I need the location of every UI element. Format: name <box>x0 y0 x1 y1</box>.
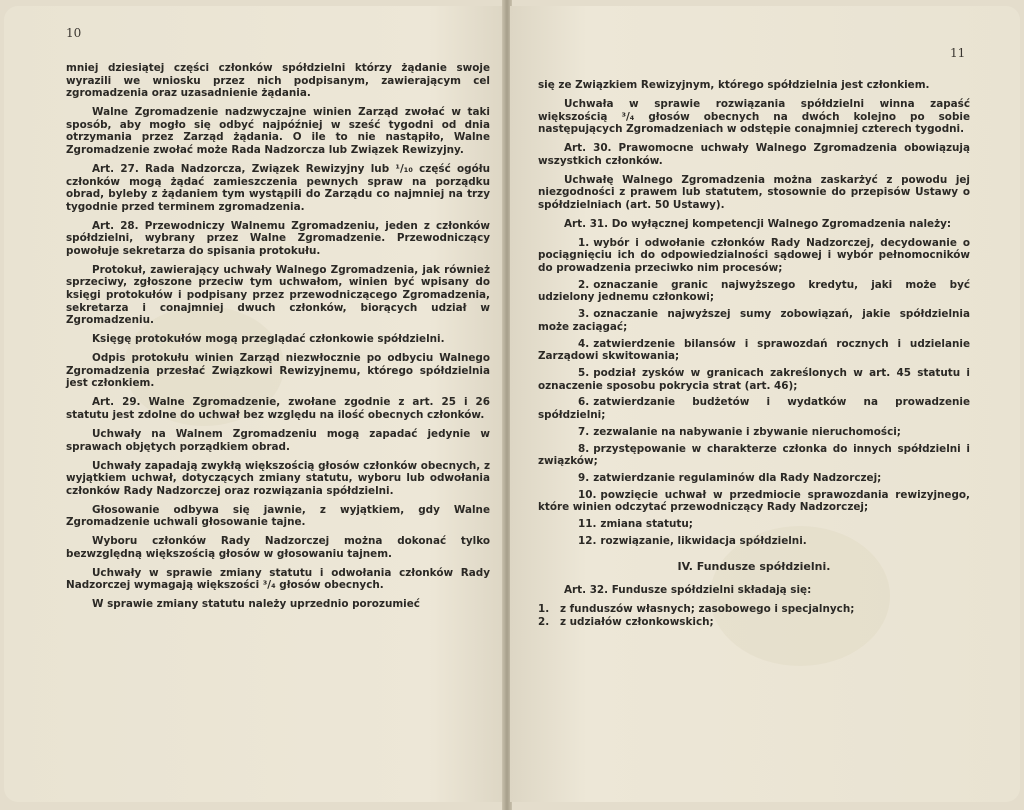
list-item-number: 1. <box>578 236 590 249</box>
paragraph: Uchwałę Walnego Zgromadzenia można zaskarżyć z powodu jej niezgodności z prawem lub statutem, stosownie do przepisów Ustawy o spółdzielniach (art. 50 Ustawy). <box>538 173 970 211</box>
paragraph: mniej dziesiątej części członków spółdzielni którzy żądanie swoje wyrazili we wniosku przez nich podpisanym, zawierającym cel zgromadzenia oraz uzasadnienie żądania. <box>66 62 490 100</box>
right-page <box>510 6 1020 802</box>
list-item-number: 4. <box>578 337 590 350</box>
paragraph: Protokuł, zawierający uchwały Walnego Zgromadzenia, jak również sprzeciwy, zgłoszone przeciw tym uchwałom, winien być wpisany do księgi protokułów i podpisany przez przewodniczącego Zgromadzenia, sekretarza i conajmniej dwuch członków, biorących udział w Zgromadzeniu. <box>66 263 490 327</box>
funds-list <box>538 603 970 628</box>
list-item <box>538 367 970 392</box>
paragraph: Uchwała w sprawie rozwiązania spółdzielni winna zapaść większością ³/₄ głosów obecnych na dwóch kolejno po sobie następujących Zgromadzeniach w odstępie conajmniej czterech tygodni. <box>538 97 970 136</box>
paragraph: Art. 31. Do wyłącznej kompetencji Walnego Zgromadzenia należy: <box>564 217 952 230</box>
list-item <box>538 426 970 439</box>
paragraph: Uchwały na Walnem Zgromadzeniu mogą zapadać jedynie w sprawach objętych porządkiem obrad. <box>66 427 490 453</box>
list-item-number: 10. <box>578 488 597 501</box>
list-item-number: 2. <box>538 615 550 628</box>
right-paragraphs <box>538 79 970 231</box>
paragraph: Art. 30. Prawomocne uchwały Walnego Zgromadzenia obowiązują wszystkich członków. <box>538 142 970 167</box>
list-item-number: 3. <box>578 308 590 321</box>
paragraph: Wyboru członków Rady Nadzorczej można dokonać tylko bezwzględną większością głosów w głosowaniu tajnem. <box>66 535 490 560</box>
list-item-number: 1. <box>538 603 550 615</box>
section-heading: IV. Fundusze spółdzielni. <box>677 560 831 574</box>
list-item-number: 9. <box>578 471 590 484</box>
list-item <box>538 396 970 421</box>
list-item <box>538 338 970 363</box>
list-item-text: zatwierdzanie regulaminów dla Rady Nadzorczej; <box>593 471 882 484</box>
list-item <box>538 616 970 629</box>
list-item <box>538 308 970 333</box>
list-item-text: podział zysków w granicach zakreślonych w art. 45 statutu i oznaczenie sposobu pokrycia strat (art. 46); <box>538 366 970 392</box>
list-item-number: 2. <box>578 278 590 291</box>
paragraph: Walne Zgromadzenie nadzwyczajne winien Zarząd zwołać w taki sposób, aby mogło się odbyć najpóźniej w sześć tygodni od dnia otrzymania przez Zarząd żądania. O ile to nie nastąpiło, Walne Zgromadzenie zwołać może Rada Nadzorcza lub Związek Rewizyjny. <box>66 106 490 156</box>
list-item <box>538 472 970 485</box>
paragraph: Art. 28. Przewodniczy Walnemu Zgromadzeniu, jeden z członków spółdzielni, wybrany przez Walne Zgromadzenie. Przewodniczący powołuje sekretarza do spisania protokułu. <box>66 219 490 257</box>
list-item <box>538 518 970 531</box>
paragraph: Głosowanie odbywa się jawnie, z wyjątkiem, gdy Walne Zgromadzenie uchwali głosowanie tajne. <box>66 503 490 529</box>
page-number-right: 11 <box>950 46 966 60</box>
paragraph: W sprawie zmiany statutu należy uprzednio porozumieć <box>92 598 420 611</box>
list-item-text: rozwiązanie, likwidacja spółdzielni. <box>600 534 807 547</box>
list-item-number: 6. <box>578 396 590 409</box>
list-item-text: zatwierdzanie budżetów i wydatków na prowadzenie spółdzielni; <box>538 396 970 421</box>
right-page-text <box>538 79 970 628</box>
list-item-text: powzięcie uchwał w przedmiocie sprawozdania rewizyjnego, które winien odczytać przewodniczący Rady Nadzorczej; <box>538 488 970 514</box>
paragraph: Art. 27. Rada Nadzorcza, Związek Rewizyjny lub ¹/₁₀ część ogółu członków mogą żądać zamieszczenia pewnych spraw na porządku obrad, byleby z żądaniem tym wystąpili do Zarządu co najmniej na trzy tygodnie przed terminem zgromadzenia. <box>66 162 490 213</box>
list-item-text: zezwalanie na nabywanie i zbywanie nieruchomości; <box>593 425 901 438</box>
list-item-number: 5. <box>578 366 590 379</box>
list-item-text: z funduszów własnych; zasobowego i specjalnych; <box>560 603 855 615</box>
page-number-left: 10 <box>66 26 82 40</box>
list-item-text: wybór i odwołanie członków Rady Nadzorczej, decydowanie o pociągnięciu ich do odpowiedzialności sądowej i wybór pełnomocników do prowadzenia przeciwko nim procesów; <box>538 236 970 275</box>
paragraph: się ze Związkiem Rewizyjnym, którego spółdzielnia jest członkiem. <box>538 79 930 91</box>
list-item-text: z udziałów członkowskich; <box>560 615 714 628</box>
list-item <box>538 535 970 548</box>
list-item <box>538 489 970 514</box>
list-item-number: 8. <box>578 442 590 455</box>
list-item-text: oznaczanie najwyższej sumy zobowiązań, jakie spółdzielnia może zaciągać; <box>538 308 970 333</box>
list-item-number: 12. <box>578 534 597 547</box>
list-item-text: przystępowanie w charakterze członka do innych spółdzielni i związków; <box>538 442 970 468</box>
list-item <box>538 603 970 616</box>
list-item-number: 11. <box>578 518 597 531</box>
list-item <box>538 237 970 275</box>
competence-list <box>538 237 970 548</box>
list-item <box>538 279 970 304</box>
list-item-text: oznaczanie granic najwyższego kredytu, jaki może być udzielony jednemu członkowi; <box>538 278 970 304</box>
left-page-text <box>66 62 490 617</box>
paragraph: Art. 29. Walne Zgromadzenie, zwołane zgodnie z art. 25 i 26 statutu jest zdolne do uchwał bez względu na ilość obecnych członków. <box>66 396 490 421</box>
paragraph: Księgę protokułów mogą przeglądać członkowie spółdzielni. <box>92 333 445 346</box>
list-item-text: zmiana statutu; <box>600 518 693 531</box>
list-item <box>538 443 970 468</box>
list-item-text: zatwierdzenie bilansów i sprawozdań rocznych i udzielanie Zarządowi skwitowania; <box>538 337 970 363</box>
paragraph: Uchwały zapadają zwykłą większością głosów członków obecnych, z wyjątkiem uchwał, dotyczących zmiany statutu, wyboru lub odwołania członków Rady Nadzorczej oraz rozwiązania spółdzielni. <box>66 459 490 497</box>
paragraph: Uchwały w sprawie zmiany statutu i odwołania członków Rady Nadzorczej wymagają większości ³/₄ głosów obecnych. <box>66 566 490 592</box>
art-32-paragraph: Art. 32. Fundusze spółdzielni składają się: <box>564 584 812 597</box>
left-page <box>4 6 504 802</box>
list-item-number: 7. <box>578 425 590 438</box>
paragraph: Odpis protokułu winien Zarząd niezwłocznie po odbyciu Walnego Zgromadzenia przesłać Związkowi Rewizyjnemu, którego spółdzielnia jest członkiem. <box>66 352 490 390</box>
